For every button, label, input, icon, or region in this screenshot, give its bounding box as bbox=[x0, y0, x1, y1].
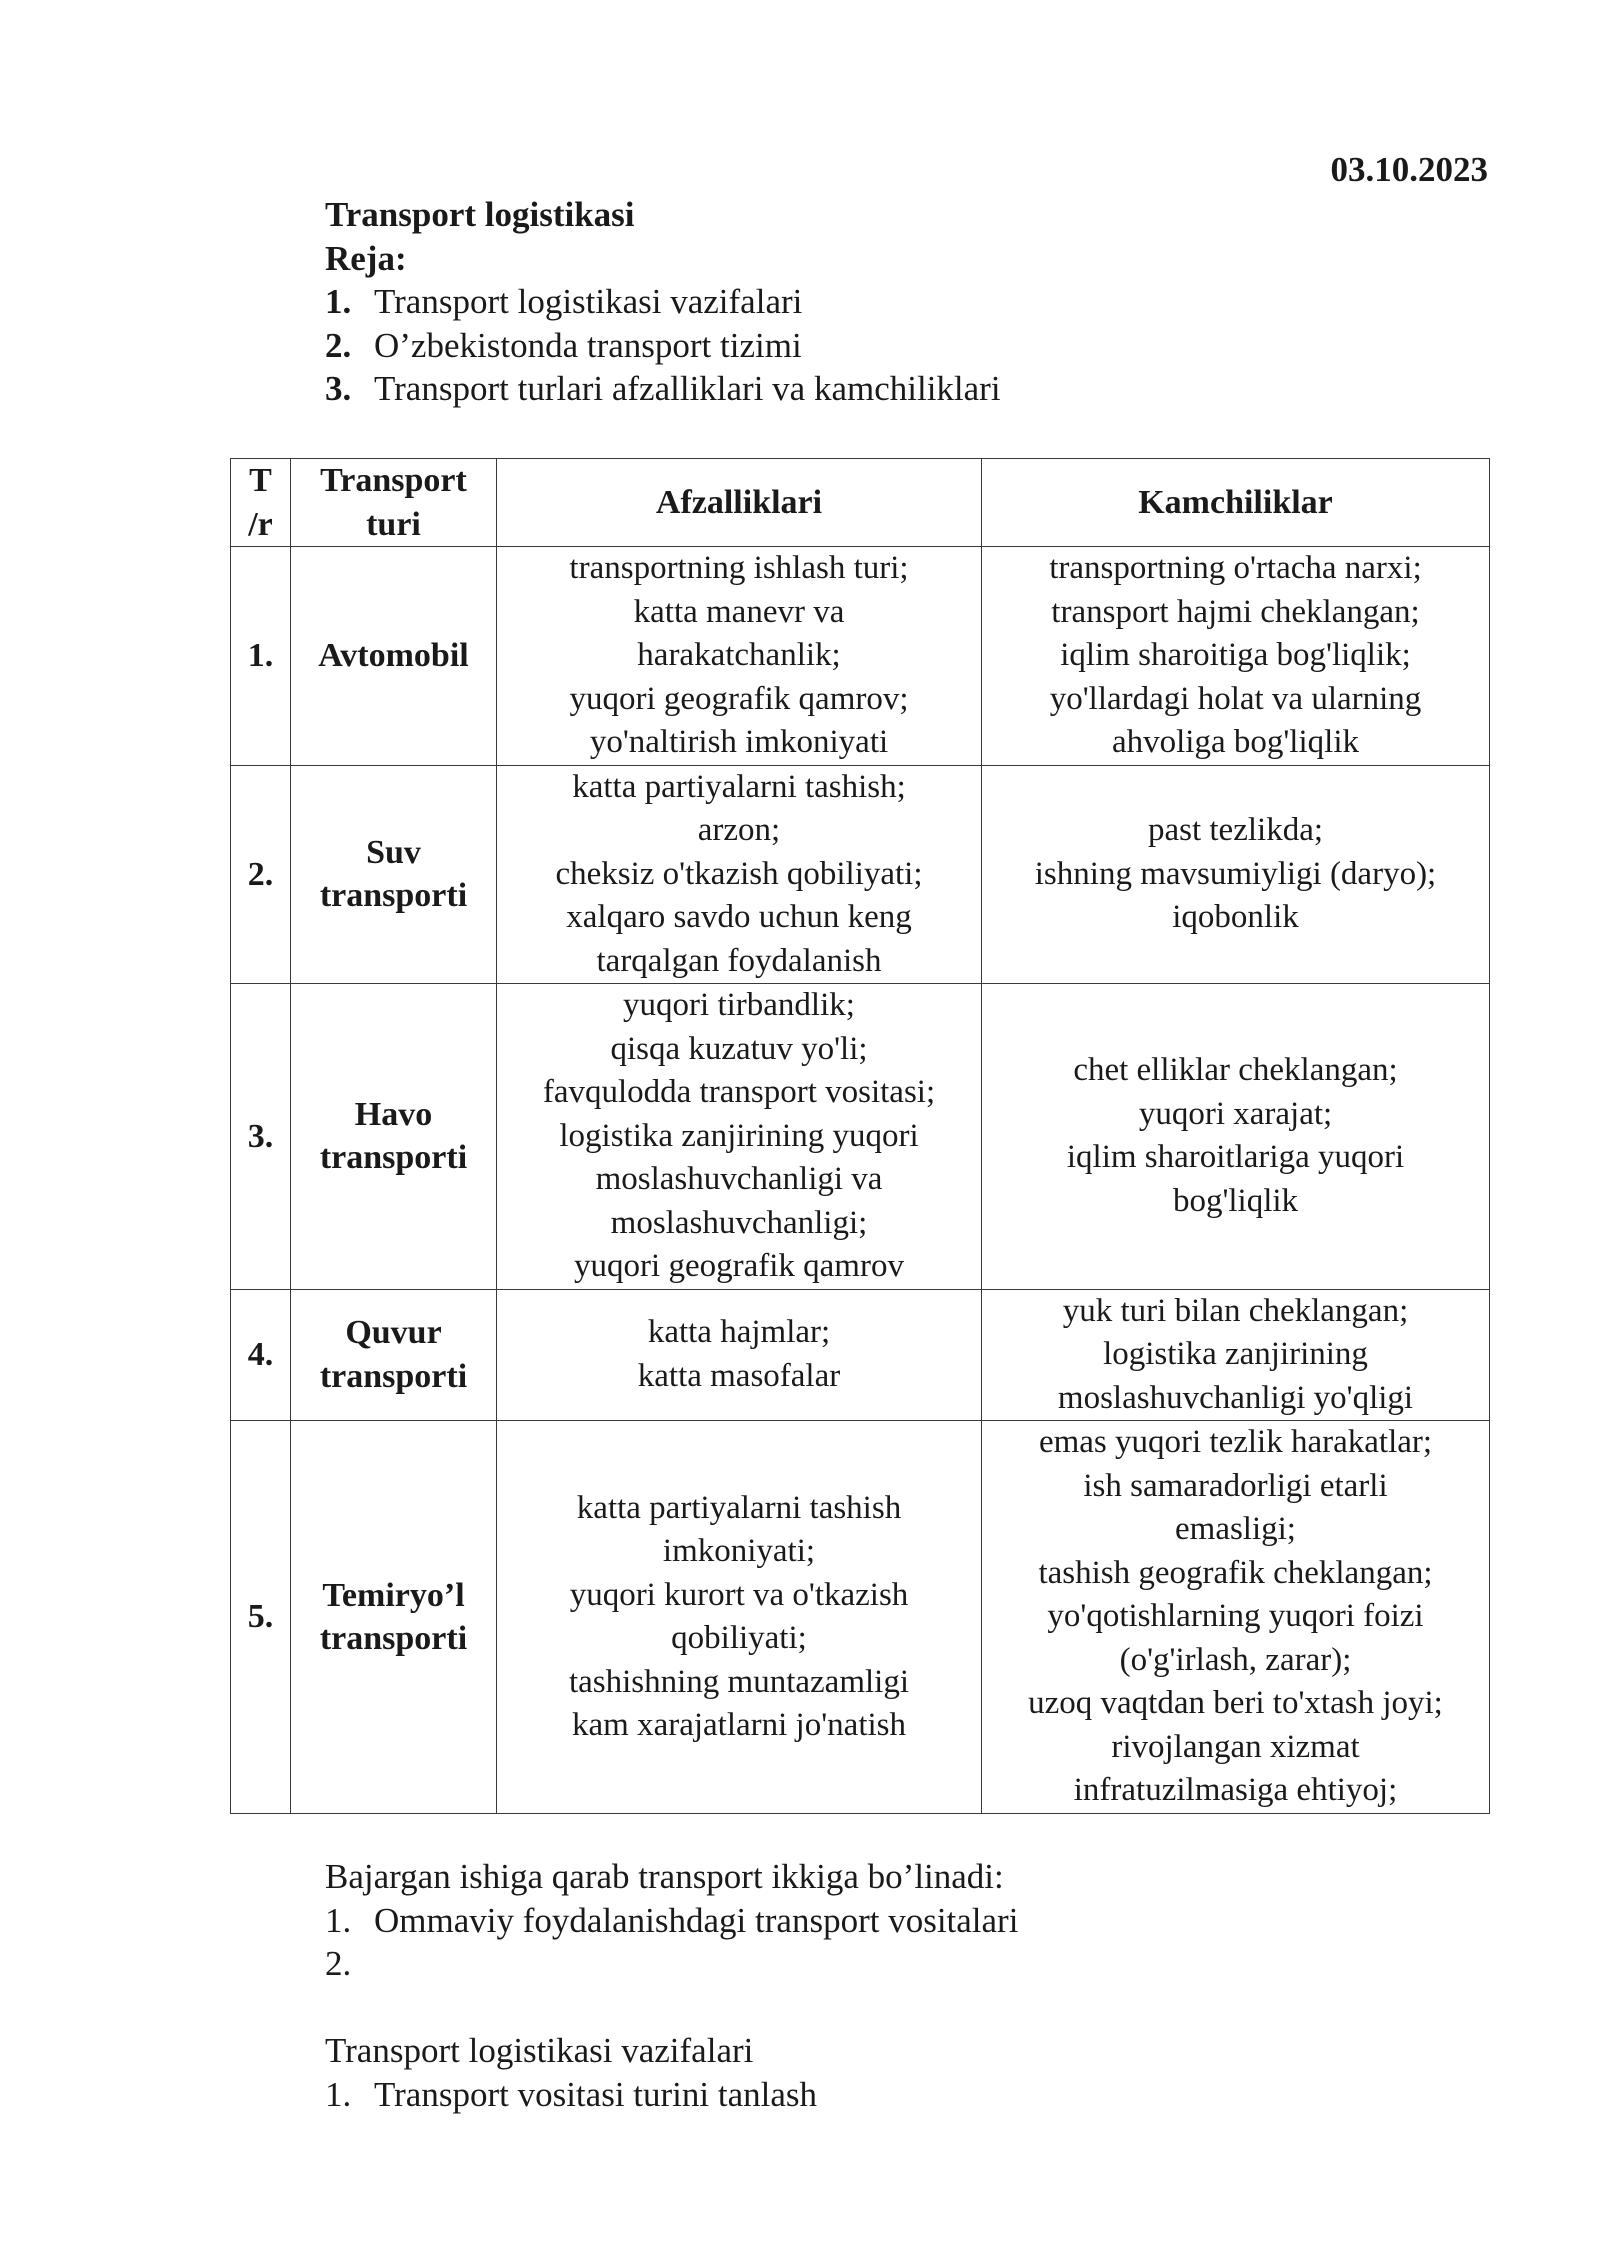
advantage-line: cheksiz o'tkazish qobiliyati; bbox=[555, 855, 923, 892]
blank-line bbox=[325, 1986, 1018, 2030]
row-disadvantages bbox=[982, 1289, 1490, 1421]
list-item-text: Transport vositasi turini tanlash bbox=[374, 2074, 818, 2114]
header-index bbox=[231, 459, 291, 547]
header-advantages: Afzalliklari bbox=[497, 459, 982, 547]
row-number: 2. bbox=[231, 765, 291, 984]
plan-item bbox=[325, 324, 1001, 368]
advantage-line: qisqa kuzatuv yo'li; bbox=[610, 1030, 868, 1067]
advantage-line: favqulodda transport vositasi; bbox=[542, 1074, 936, 1110]
table-row bbox=[231, 765, 1490, 984]
disadvantage-line: ahvoliga bog'liqlik bbox=[1111, 724, 1359, 760]
table-header-row bbox=[231, 459, 1490, 547]
header-index-line: /r bbox=[248, 505, 273, 543]
disadvantage-line: iqobonlik bbox=[1172, 899, 1299, 935]
disadvantage-line: yuqori xarajat; bbox=[1138, 1095, 1333, 1132]
plan-item bbox=[325, 367, 1001, 411]
advantage-line: tarqalgan foydalanish bbox=[596, 942, 882, 979]
plan-item-number: 2. bbox=[325, 325, 352, 365]
row-disadvantages bbox=[982, 984, 1490, 1290]
disadvantage-line: bog'liqlik bbox=[1172, 1182, 1299, 1219]
disadvantage-line: yuk turi bilan cheklangan; bbox=[1062, 1292, 1409, 1329]
type-line: Avtomobil bbox=[318, 637, 469, 674]
list-item-number: 2. bbox=[325, 1944, 352, 1983]
plan-label: Reja: bbox=[325, 238, 407, 278]
advantage-line: yuqori geografik qamrov bbox=[574, 1248, 904, 1284]
disadvantage-line: transportning o'rtacha narxi; bbox=[1049, 550, 1422, 586]
advantage-line: katta masofalar bbox=[637, 1357, 841, 1394]
type-line: Suv bbox=[366, 833, 421, 871]
list-item-number: 1. bbox=[325, 1900, 352, 1940]
advantage-line: yuqori geografik qamrov; bbox=[569, 680, 909, 717]
advantage-line: yuqori kurort va o'tkazish bbox=[569, 1576, 909, 1613]
header-disadvantages: Kamchiliklar bbox=[982, 459, 1490, 547]
section-intro: Bajargan ishiga qarab transport ikkiga bo’linadi: bbox=[325, 1857, 1004, 1896]
list-item bbox=[325, 2073, 1018, 2117]
disadvantage-line: iqlim sharoitiga bog'liqlik; bbox=[1060, 637, 1411, 673]
advantage-line: moslashuvchanligi; bbox=[610, 1204, 868, 1241]
document-header bbox=[325, 193, 1001, 411]
disadvantage-line: moslashuvchanligi yo'qligi bbox=[1057, 1379, 1414, 1416]
disadvantage-line: emas yuqori tezlik harakatlar; bbox=[1038, 1424, 1433, 1461]
advantage-line: arzon; bbox=[697, 812, 781, 848]
plan-item-number: 1. bbox=[325, 282, 352, 321]
header-type-line: Transport bbox=[320, 462, 467, 499]
row-disadvantages bbox=[982, 1421, 1490, 1814]
row-transport-type bbox=[291, 547, 497, 766]
header-index-line: T bbox=[249, 462, 272, 499]
row-advantages bbox=[497, 1289, 982, 1421]
disadvantage-line: infratuzilmasiga ehtiyoj; bbox=[1073, 1772, 1398, 1809]
type-line: transporti bbox=[319, 1139, 468, 1177]
disadvantage-line: logistika zanjirining bbox=[1103, 1336, 1368, 1372]
advantage-line: transportning ishlash turi; bbox=[569, 550, 909, 586]
advantage-line: kam xarajatlarni jo'natish bbox=[572, 1707, 906, 1743]
advantage-line: katta partiyalarni tashish bbox=[576, 1489, 902, 1526]
disadvantage-line: (o'g'irlash, zarar); bbox=[1119, 1641, 1352, 1678]
advantage-line: logistika zanjirining yuqori bbox=[559, 1117, 919, 1154]
advantage-line: moslashuvchanligi va bbox=[595, 1161, 883, 1197]
type-line: transporti bbox=[319, 1357, 468, 1395]
advantage-line: katta hajmlar; bbox=[647, 1314, 831, 1351]
disadvantage-line: yo'qotishlarning yuqori foizi bbox=[1047, 1598, 1424, 1635]
type-line: Quvur bbox=[345, 1314, 442, 1352]
plan-list bbox=[325, 280, 1001, 411]
document-body bbox=[325, 1855, 1018, 2116]
disadvantage-line: rivojlangan xizmat bbox=[1111, 1728, 1360, 1765]
disadvantage-line: ish samaradorligi etarli bbox=[1083, 1467, 1388, 1504]
disadvantage-line: ishning mavsumiyligi (daryo); bbox=[1034, 855, 1437, 892]
advantage-line: yo'naltirish imkoniyati bbox=[589, 724, 889, 760]
row-advantages bbox=[497, 547, 982, 766]
row-disadvantages bbox=[982, 547, 1490, 766]
row-transport-type bbox=[291, 1289, 497, 1421]
type-line: Havo bbox=[354, 1095, 433, 1133]
header-type-line: turi bbox=[366, 505, 421, 543]
row-transport-type bbox=[291, 1421, 497, 1814]
table-row bbox=[231, 1289, 1490, 1421]
plan-item-text: Transport turlari afzalliklari va kamchiliklari bbox=[374, 369, 1001, 408]
row-number: 5. bbox=[231, 1421, 291, 1814]
type-line: Temiryo’l bbox=[322, 1576, 465, 1614]
list-item bbox=[325, 1942, 1018, 1986]
advantage-line: harakatchanlik; bbox=[637, 637, 841, 673]
advantage-line: qobiliyati; bbox=[671, 1620, 807, 1656]
advantage-line: xalqaro savdo uchun keng bbox=[566, 899, 912, 935]
table-row bbox=[231, 547, 1490, 766]
row-number: 3. bbox=[231, 984, 291, 1290]
row-advantages bbox=[497, 765, 982, 984]
advantage-line: tashishning muntazamligi bbox=[568, 1663, 910, 1700]
disadvantage-line: tashish geografik cheklangan; bbox=[1038, 1554, 1433, 1591]
row-advantages bbox=[497, 984, 982, 1290]
list-item-number: 1. bbox=[325, 2074, 352, 2114]
advantage-line: katta partiyalarni tashish; bbox=[572, 768, 906, 805]
advantage-line: imkoniyati; bbox=[662, 1533, 816, 1569]
disadvantage-line: uzoq vaqtdan beri to'xtash joyi; bbox=[1028, 1685, 1443, 1722]
table-row bbox=[231, 984, 1490, 1290]
document-title: Transport logistikasi bbox=[325, 195, 635, 234]
type-line: transporti bbox=[319, 877, 468, 915]
disadvantage-line: iqlim sharoitlariga yuqori bbox=[1066, 1139, 1405, 1176]
row-transport-type bbox=[291, 765, 497, 984]
row-number: 4. bbox=[231, 1289, 291, 1421]
list-item bbox=[325, 1899, 1018, 1943]
disadvantage-line: yo'llardagi holat va ularning bbox=[1049, 680, 1422, 717]
disadvantage-line: past tezlikda; bbox=[1147, 812, 1324, 848]
advantage-line: yuqori tirbandlik; bbox=[623, 987, 855, 1023]
document-date: 03.10.2023 bbox=[1330, 150, 1488, 189]
list-item-text: Ommaviy foydalanishdagi transport vositalari bbox=[374, 1900, 1019, 1940]
row-advantages bbox=[497, 1421, 982, 1814]
row-transport-type bbox=[291, 984, 497, 1290]
disadvantage-line: chet elliklar cheklangan; bbox=[1073, 1052, 1398, 1089]
plan-item bbox=[325, 280, 1001, 324]
row-disadvantages bbox=[982, 765, 1490, 984]
transport-table bbox=[230, 458, 1490, 1814]
plan-item-text: Transport logistikasi vazifalari bbox=[374, 282, 803, 321]
header-transport-type bbox=[291, 459, 497, 547]
section-heading: Transport logistikasi vazifalari bbox=[325, 2031, 754, 2070]
disadvantage-line: transport hajmi cheklangan; bbox=[1051, 593, 1420, 630]
plan-item-number: 3. bbox=[325, 369, 352, 408]
advantage-line: katta manevr va bbox=[633, 593, 845, 630]
table-row bbox=[231, 1421, 1490, 1814]
disadvantage-line: emasligi; bbox=[1175, 1511, 1296, 1548]
row-number: 1. bbox=[231, 547, 291, 766]
plan-item-text: O’zbekistonda transport tizimi bbox=[374, 325, 802, 365]
type-line: transporti bbox=[319, 1620, 468, 1657]
